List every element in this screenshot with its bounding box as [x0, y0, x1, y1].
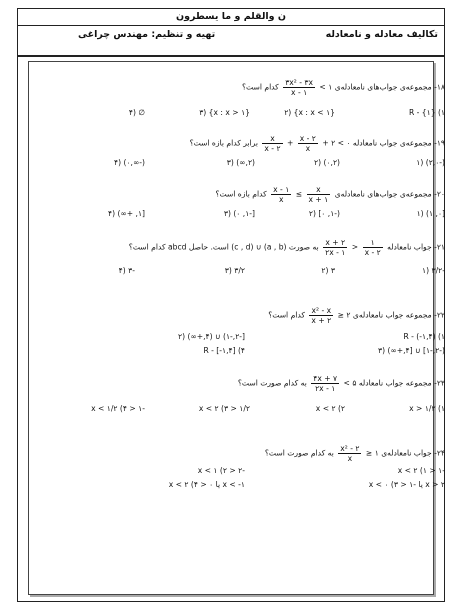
- option-3[interactable]: {x : x > ۱} (۳: [199, 108, 250, 117]
- question-suffix: به کدام صورت است؟: [237, 378, 307, 388]
- option-4[interactable]: R - [-۱,۴] (۴: [203, 346, 245, 355]
- question-prefix: ۱۸- مجموعه‌ی جواب‌های نامعادله‌ی ۱ >: [319, 82, 445, 92]
- fraction-numerator: ۳x² - ۳x: [285, 78, 313, 87]
- fraction: [311, 374, 339, 393]
- fraction-denominator: x + ۲: [311, 316, 332, 325]
- question-prefix: ۱۹- مجموعه‌ی جواب نامعادله ۰ > ۲ +: [322, 138, 445, 148]
- fraction-denominator: ۲x - ۱: [315, 384, 336, 393]
- fraction-numerator: x² - ۲: [340, 444, 360, 453]
- option-2[interactable]: (۰,۲) (۲: [314, 158, 340, 167]
- option-4[interactable]: (-∞,۰) (۴: [114, 158, 145, 167]
- worksheet-title: تکالیف معادله و نامعادله: [325, 29, 438, 40]
- fraction-numerator: ۴x + ۷: [313, 374, 338, 383]
- question-text: [190, 134, 445, 153]
- fraction-denominator: x + ۱: [308, 195, 329, 204]
- option-3[interactable]: x > ۲ یا -۱ < x < ۰ (۳: [368, 480, 445, 489]
- question-prefix: ۲۰- مجموعه‌ی جواب‌های نامعادله‌ی: [334, 189, 445, 199]
- option-1[interactable]: x > ۱/۲ (۱: [409, 404, 445, 413]
- question-prefix: ۲۴- جواب نامعادله‌ی ۱ ≤: [365, 448, 445, 458]
- option-2[interactable]: {x : x < ۱} (۲: [284, 108, 335, 117]
- fraction-2: [262, 134, 282, 153]
- fraction-2: [323, 238, 347, 257]
- question-prefix: ۲۳- مجموعه جواب نامعادله ۵ >: [343, 378, 445, 388]
- question-text: [242, 78, 445, 97]
- option-3[interactable]: ۱/۲ < x < ۲ (۳: [198, 404, 250, 413]
- question-suffix: به کدام صورت است؟: [264, 448, 334, 458]
- fraction-denominator: x: [305, 144, 311, 153]
- fraction-numerator: x + ۲: [323, 238, 347, 248]
- question-text: [268, 306, 445, 325]
- fraction-numerator: x - ۱: [273, 185, 290, 194]
- option-1[interactable]: R - {۱} (۱: [408, 108, 445, 117]
- option-2[interactable]: x < ۲ (۲: [315, 404, 345, 413]
- option-4[interactable]: ∅ (۴: [128, 108, 145, 117]
- option-1[interactable]: (-۲,۰) (۱: [416, 158, 445, 167]
- option-4[interactable]: -۱ < x < ۱/۲ (۴: [91, 404, 145, 413]
- header-verse: ن والقلم و ما یسطرون: [18, 9, 444, 26]
- option-2[interactable]: [-۲,-۱) ∪ (۴,+∞) (۲: [178, 332, 245, 341]
- worksheet-author: تهیه و تنظیم: مهندس چراغی: [78, 29, 216, 40]
- worksheet-page: [17, 8, 445, 602]
- operator: ≥: [295, 189, 303, 199]
- option-1[interactable]: -۱ < x < ۲ (۱: [397, 466, 445, 475]
- fraction-denominator: x - ۲: [364, 248, 381, 257]
- question-text: [215, 185, 445, 204]
- fraction-denominator: x: [347, 454, 353, 463]
- fraction-numerator: x: [307, 185, 331, 195]
- question-text: [265, 444, 445, 463]
- option-1[interactable]: [۰, ۱) (۱: [416, 209, 445, 218]
- fraction-2: [271, 185, 291, 204]
- fraction-numerator: x² - x: [309, 306, 333, 316]
- fraction: [309, 306, 333, 325]
- fraction: [307, 185, 331, 204]
- option-1[interactable]: R - (-۱,۴) (۱: [403, 332, 445, 341]
- option-2[interactable]: ۳ (۲: [321, 266, 335, 275]
- question-prefix: ۲۱- جواب نامعادله: [387, 242, 445, 252]
- option-3[interactable]: (۲,∞) (۳: [226, 158, 255, 167]
- option-4[interactable]: x < -۱ یا ۰ < x < ۲ (۴: [168, 480, 245, 489]
- fraction-numerator: ۱: [363, 238, 383, 248]
- fraction-numerator: x: [262, 134, 282, 144]
- option-3[interactable]: [-۱, ۰) (۳: [223, 209, 255, 218]
- question-prefix: ۲۲- مجموعه جواب نامعادله‌ی ۲ ≤: [337, 310, 445, 320]
- question-suffix: کدام است؟: [242, 82, 279, 92]
- option-1[interactable]: -۳/۲ (۱: [422, 266, 445, 275]
- option-4[interactable]: [۱, +∞) (۴: [107, 209, 145, 218]
- option-2[interactable]: (-۱, ۰] (۲: [308, 209, 340, 218]
- question-text: [238, 374, 445, 393]
- question-suffix: برابر کدام بازه است؟: [189, 138, 258, 148]
- fraction-denominator: x - ۲: [264, 144, 281, 153]
- fraction: [283, 78, 315, 97]
- fraction: [338, 444, 361, 463]
- fraction-denominator: x - ۱: [291, 88, 308, 97]
- fraction-denominator: ۲x - ۱: [325, 248, 346, 257]
- fraction: [298, 134, 318, 153]
- option-3[interactable]: ۳/۲ (۳: [224, 266, 245, 275]
- operator: +: [286, 138, 294, 148]
- header-row: [18, 25, 444, 57]
- question-suffix: کدام است؟: [268, 310, 305, 320]
- question-text: [129, 238, 445, 257]
- question-suffix: به صورت (a , b) ∪ (c , d) است. حاصل abcd کدام است؟: [128, 242, 319, 252]
- option-3[interactable]: (-۲,-۱] ∪ [۴,+∞) (۳: [378, 346, 445, 355]
- option-4[interactable]: -۳ (۴: [118, 266, 135, 275]
- fraction-denominator: x: [278, 195, 284, 204]
- fraction-numerator: x - ۲: [299, 134, 316, 143]
- operator: <: [351, 242, 359, 252]
- question-suffix: کدام بازه است؟: [215, 189, 267, 199]
- option-2[interactable]: -۲ < x < ۱ (۲: [197, 466, 245, 475]
- fraction: [363, 238, 383, 257]
